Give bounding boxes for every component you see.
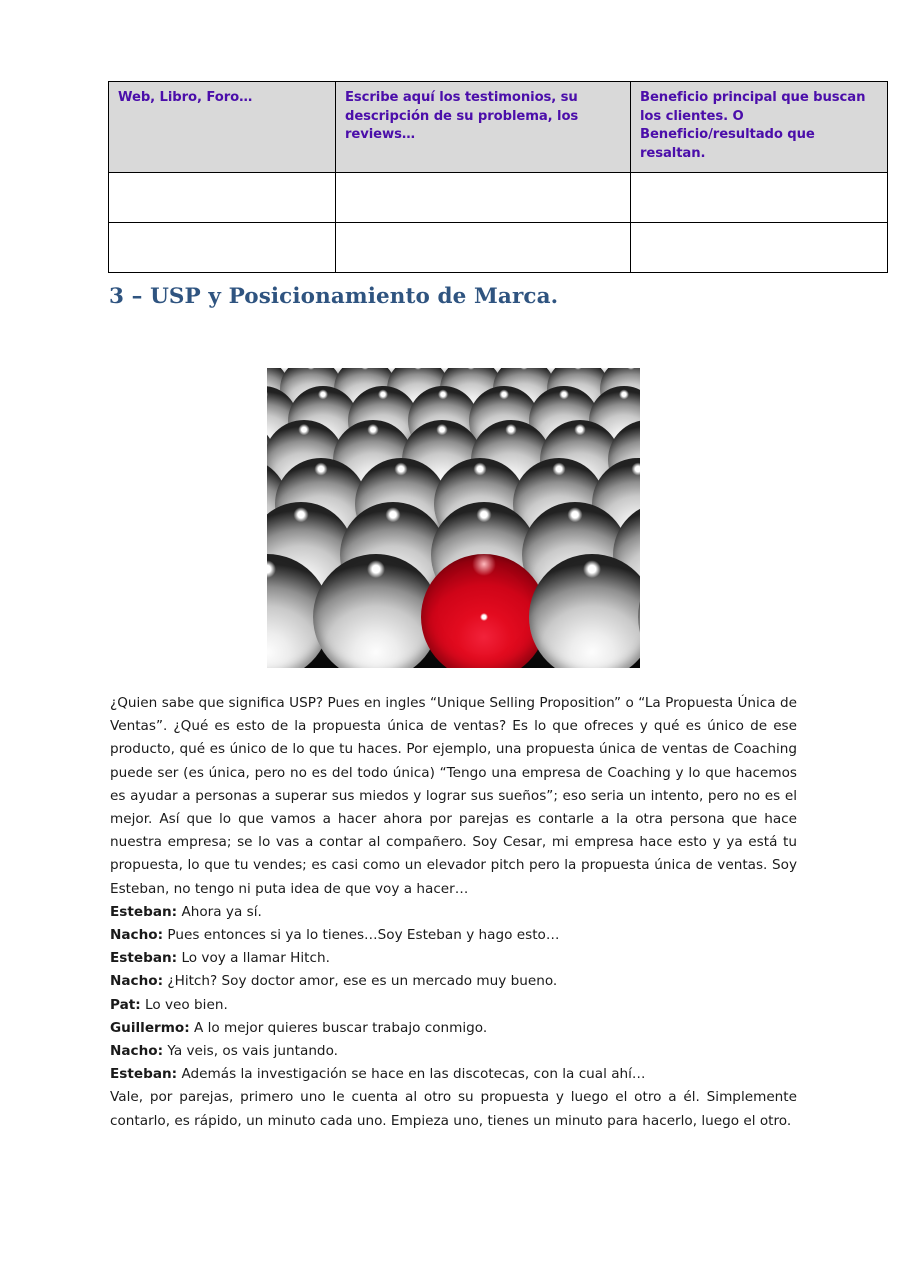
table-cell-benefit-2[interactable] <box>631 222 888 272</box>
dialogue-text: ¿Hitch? Soy doctor amor, ese es un mercado muy bueno. <box>163 973 558 990</box>
dialogue-text: Ya veis, os vais juntando. <box>163 1043 338 1060</box>
stand-out-spheres-image <box>267 368 640 668</box>
section-heading: 3 – USP y Posicionamiento de Marca. <box>109 284 559 309</box>
dialogue-speaker: Guillermo: <box>110 1019 190 1036</box>
table-header-cell-source: Web, Libro, Foro… <box>109 82 336 173</box>
table-header-row <box>109 82 888 173</box>
intro-paragraph: ¿Quien sabe que significa USP? Pues en ingles “Unique Selling Proposition” o “La Propuesta Única de Ventas”. ¿Qué es esto de la propuesta única de ventas? Es lo que ofreces y qué es único de ese producto, qué es único de lo que tu haces. Por ejemplo, una propuesta única de ventas de Coaching puede ser (es única, pero no es del todo única) “Tengo una empresa de Coaching y lo que hacemos es ayudar a personas a superar sus miedos y lograr sus sueños”; eso seria un intento, pero no es el mejor. Así que lo que vamos a hacer ahora por parejas es contarle a la otra persona que hace nuestra empresa; se lo vas a contar al compañero. Soy Cesar, mi empresa hace esto y ya está tu propuesta, lo que tu vendes; es casi como un elevador pitch pero la propuesta única de ventas. Soy Esteban, no tengo ni puta idea de que voy a hacer… <box>110 695 797 897</box>
dialogue-speaker: Nacho: <box>110 1043 164 1060</box>
dialogue-text: Pues entonces si ya lo tienes…Soy Esteban y hago esto… <box>163 927 560 944</box>
dialogue-line <box>110 1017 797 1040</box>
dialogue-line <box>110 947 797 970</box>
dialogue-line <box>110 1063 797 1086</box>
table-cell-testimonial-1[interactable] <box>336 172 631 222</box>
dialogue-speaker: Pat: <box>110 996 141 1013</box>
dialogue-line <box>110 970 797 993</box>
table-cell-source-1[interactable] <box>109 172 336 222</box>
dialogue-speaker: Nacho: <box>110 927 164 944</box>
dialogue-text: A lo mejor quieres buscar trabajo conmigo. <box>189 1019 488 1036</box>
table-row[interactable] <box>109 222 888 272</box>
testimonials-table-wrapper <box>108 81 866 273</box>
table-cell-benefit-1[interactable] <box>631 172 888 222</box>
dialogue-line <box>110 924 797 947</box>
dialogue-text: Además la investigación se hace en las discotecas, con la cual ahí… <box>177 1066 646 1083</box>
body-text-block <box>110 692 797 1133</box>
table-row[interactable] <box>109 172 888 222</box>
dialogue-speaker: Esteban: <box>110 903 178 920</box>
table-cell-testimonial-2[interactable] <box>336 222 631 272</box>
dialogue-line <box>110 1040 797 1063</box>
table-header-cell-testimonial: Escribe aquí los testimonios, su descripción de su problema, los reviews… <box>336 82 631 173</box>
testimonials-table <box>108 81 888 273</box>
spheres-grid <box>267 368 640 668</box>
dialogue-list <box>110 901 797 1087</box>
closing-paragraph: Vale, por parejas, primero uno le cuenta al otro su propuesta y luego el otro a él. Simplemente contarlo, es rápido, un minuto cada uno. Empieza uno, tienes un minuto para hacerlo, luego el otro. <box>110 1089 797 1129</box>
table-header-cell-benefit: Beneficio principal que buscan los clientes. O Beneficio/resultado que resaltan. <box>631 82 888 173</box>
dialogue-speaker: Nacho: <box>110 973 164 990</box>
dialogue-speaker: Esteban: <box>110 950 178 967</box>
dialogue-speaker: Esteban: <box>110 1066 178 1083</box>
dialogue-text: Lo veo bien. <box>140 996 228 1013</box>
red-sphere <box>421 554 547 668</box>
silver-sphere <box>313 554 439 668</box>
dialogue-text: Ahora ya sí. <box>177 903 262 920</box>
dialogue-text: Lo voy a llamar Hitch. <box>177 950 330 967</box>
dialogue-line <box>110 901 797 924</box>
dialogue-line <box>110 994 797 1017</box>
table-cell-source-2[interactable] <box>109 222 336 272</box>
